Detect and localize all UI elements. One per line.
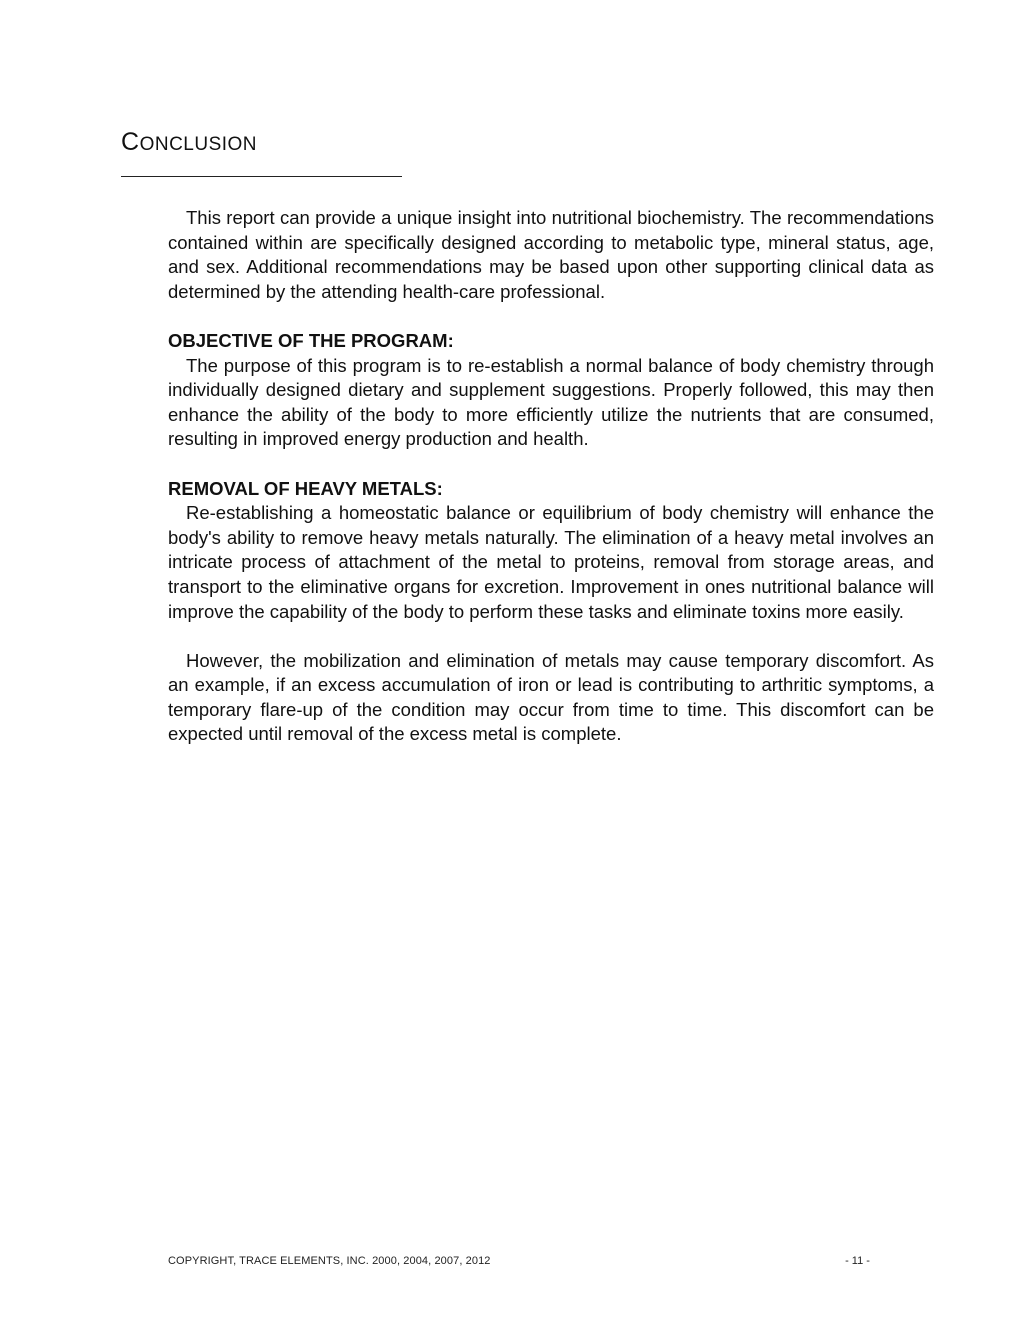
objective-paragraph: The purpose of this program is to re-establish a normal balance of body chemistry through individually designed dietary and supplement suggestions. Properly followed, this may then enhance the ability of the body to more efficiently utilize the nutrients that are consumed, resulting in improved energy production and health.: [168, 354, 934, 450]
footer-copyright: COPYRIGHT, TRACE ELEMENTS, INC. 2000, 2004, 2007, 2012: [168, 1255, 491, 1267]
spacer: [168, 304, 934, 329]
section-heading-objective: OBJECTIVE OF THE PROGRAM:: [168, 329, 454, 351]
footer-page-number: - 11 -: [845, 1255, 870, 1267]
intro-paragraph: This report can provide a unique insight into nutritional biochemistry. The recommendations contained within are specifically designed according to metabolic type, mineral status, age, and sex. Additional recommendations may be based upon other supporting clinical data as determined by the attending health-care professional.: [168, 207, 934, 302]
heavy-metals-paragraph-2: However, the mobilization and elimination of metals may cause temporary discomfort. As an example, if an excess accumulation of iron or lead is contributing to arthritic symptoms, a temporary flare-up of the condition may occur from time to time. This discomfort can be expected until removal of the excess metal is complete.: [168, 649, 934, 745]
spacer: [168, 624, 934, 649]
body-content: [168, 206, 934, 747]
heavy-metals-paragraph-1: Re-establishing a homeostatic balance or equilibrium of body chemistry will enhance the body's ability to remove heavy metals naturally. The elimination of a heavy metal involves an intricate process of attachment of the metal to proteins, removal from storage areas, and transport to the eliminative organs for excretion. Improvement in ones nutritional balance will improve the capability of the body to perform these tasks and eliminate toxins more easily.: [168, 502, 934, 622]
title-underline: [121, 176, 402, 177]
page-title: [121, 128, 257, 159]
page-title-rest: ONCLUSION: [139, 134, 258, 155]
spacer: [168, 452, 934, 477]
page-title-initial: C: [121, 128, 140, 156]
section-heading-heavy-metals: REMOVAL OF HEAVY METALS:: [168, 477, 443, 499]
